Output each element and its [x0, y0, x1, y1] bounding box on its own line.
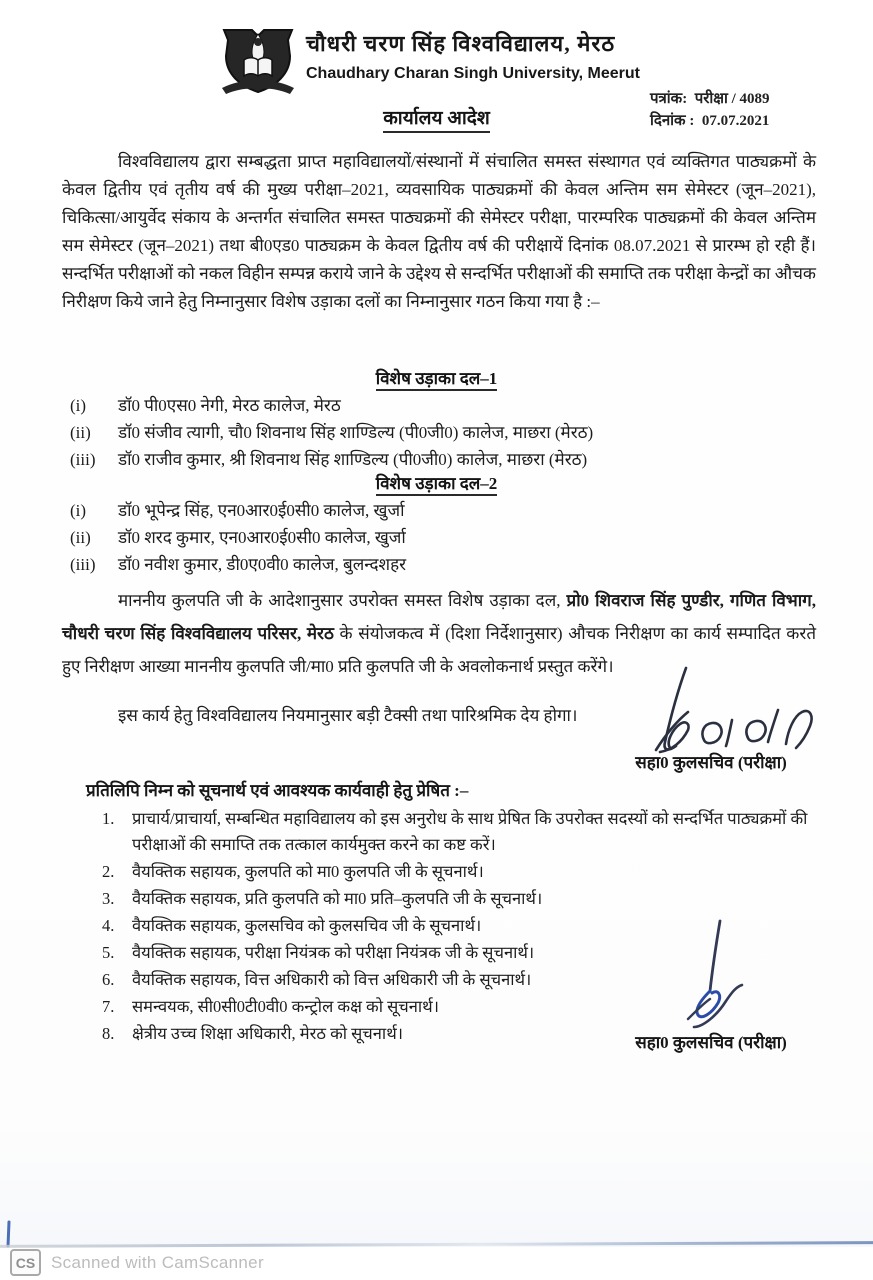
signatory-designation-2: सहा0 कुलसचिव (परीक्षा) — [635, 1033, 787, 1052]
letter-number-label: पत्रांक: — [650, 91, 688, 107]
university-crest-logo — [218, 26, 298, 100]
list-item-number: 6. — [102, 970, 115, 989]
scan-pen-mark — [4, 1220, 14, 1248]
camscanner-footer — [10, 1249, 264, 1276]
team2-heading: विशेष उड़ाका दल–2 — [0, 471, 873, 494]
list-item-text: समन्वयक, सी0सी0टी0वी0 कन्ट्रोल कक्ष को सूचनार्थ। — [132, 997, 439, 1016]
list-item-number: (ii) — [70, 423, 91, 442]
list-item-number: 4. — [102, 916, 115, 935]
signatory-designation-1: सहा0 कुलसचिव (परीक्षा) — [635, 753, 787, 772]
list-item-text: वैयक्तिक सहायक, प्रति कुलपति को मा0 प्रति–कुलपति जी के सूचनार्थ। — [132, 889, 543, 908]
handwritten-signature-2 — [672, 915, 772, 1033]
remuneration-paragraph: इस कार्य हेतु विश्वविद्यालय नियमानुसार बड़ी टैक्सी तथा पारिश्रमिक देय होगा। — [118, 706, 578, 725]
camscanner-watermark-text: Scanned with CamScanner — [51, 1252, 264, 1272]
list-item-text: डॉ0 राजीव कुमार, श्री शिवनाथ सिंह शाण्डिल्य (पी0जी0) कालेज, माछरा (मेरठ) — [118, 450, 588, 469]
list-item — [102, 859, 818, 885]
copy-section-heading: प्रतिलिपि निम्न को सूचनार्थ एवं आवश्यक कार्यवाही हेतु प्रेषित :– — [86, 781, 469, 800]
list-item-number: (i) — [70, 396, 87, 415]
list-item-number: 7. — [102, 997, 115, 1016]
team1-heading: विशेष उड़ाका दल–1 — [0, 366, 873, 389]
list-item-text: वैयक्तिक सहायक, कुलपति को मा0 कुलपति जी के सूचनार्थ। — [132, 862, 484, 881]
list-item — [70, 446, 810, 473]
camscanner-icon: CS — [10, 1249, 41, 1276]
list-item-number: 5. — [102, 943, 115, 962]
date-value: 07.07.2021 — [701, 113, 770, 129]
university-name-hindi: चौधरी चरण सिंह विश्वविद्यालय, मेरठ — [306, 31, 616, 56]
list-item-number: 2. — [102, 862, 115, 881]
list-item-number: 3. — [102, 889, 115, 908]
list-item-text: डॉ0 भूपेन्द्र सिंह, एन0आर0ई0सी0 कालेज, खुर्जा — [118, 501, 405, 520]
paragraph-text: के संयोजकत्व में (दिशा निर्देशानुसार) औचक निरीक्षण का कार्य सम्पादित करते हुए निरीक्षण आख्या माननीय कुलपति जी/मा0 प्रति कुलपति जी के अवलोकनार्थ प्रस्तुत करेंगे। — [62, 624, 817, 676]
list-item-text: वैयक्तिक सहायक, कुलसचिव को कुलसचिव जी के सूचनार्थ। — [132, 916, 482, 935]
header — [306, 28, 786, 83]
list-item — [70, 551, 810, 578]
list-item — [70, 497, 810, 524]
list-item-number: (ii) — [70, 528, 91, 547]
list-item-number: 1. — [102, 809, 115, 828]
date-label: दिनांक : — [650, 113, 695, 129]
list-item — [102, 886, 818, 912]
list-item-number: 8. — [102, 1024, 115, 1043]
document-title: कार्यालय आदेश — [0, 104, 873, 130]
list-item-text: प्राचार्य/प्राचार्या, सम्बन्धित महाविद्यालय को इस अनुरोध के साथ प्रेषित कि उपरोक्त सदस्यों को सन्दर्भित पाठ्यक्रमों की परीक्षाओं की समाप्ति तक तत्काल कार्यमुक्त करने का कष्ट करें। — [132, 809, 808, 854]
list-item-text: वैयक्तिक सहायक, परीक्षा नियंत्रक को परीक्षा नियंत्रक जी के सूचनार्थ। — [132, 943, 535, 962]
list-item — [70, 524, 810, 551]
convenor-name-bold: प्रो0 शिवराज सिंह पुण्डीर, गणित विभाग, चौधरी चरण सिंह विश्वविद्यालय परिसर, मेरठ — [62, 591, 816, 643]
university-name-english: Chaudhary Charan Singh University, Meerut — [306, 65, 640, 82]
team2-member-list — [70, 497, 810, 578]
list-item-text: क्षेत्रीय उच्च शिक्षा अधिकारी, मेरठ को सूचनार्थ। — [132, 1024, 403, 1043]
opening-paragraph: विश्वविद्यालय द्वारा सम्बद्धता प्राप्त महाविद्यालयों/संस्थानों में संचालित समस्त संस्थागत एवं व्यक्तिगत पाठ्यक्रमों के केवल द्वितीय एवं तृतीय वर्ष की मुख्य परीक्षा–2021, व्यवसायिक पाठ्यक्रमों की केवल अन्तिम सम सेमेस्टर (जून–2021), चिकित्सा/आयुर्वेद संकाय के अन्तर्गत संचालित समस्त पाठ्यक्रमों की सेमेस्टर परीक्षा, पारम्परिक पाठ्यक्रमों की केवल अन्तिम सम सेमेस्टर (जून–2021) तथा बी0एड0 पाठ्यक्रम के केवल द्वितीय वर्ष की परीक्षायें दिनांक 08.07.2021 से प्रारम्भ हो रही हैं। सन्दर्भित परीक्षाओं को नकल विहीन सम्पन्न कराये जाने के उद्देश्य से सन्दर्भित परीक्षाओं की समाप्ति तक परीक्षा केन्द्रों का औचक निरीक्षण किये जाने हेतु निम्नानुसार विशेष उड़ाका दलों का निम्नानुसार गठन किया गया है :– — [62, 152, 816, 311]
list-item-text: डॉ0 पी0एस0 नेगी, मेरठ कालेज, मेरठ — [118, 396, 341, 415]
list-item-number: (i) — [70, 501, 87, 520]
list-item-text: डॉ0 संजीव त्यागी, चौ0 शिवनाथ सिंह शाण्डिल्य (पी0जी0) कालेज, माछरा (मेरठ) — [118, 423, 594, 442]
list-item — [70, 419, 810, 446]
list-item-text: डॉ0 नवीश कुमार, डी0ए0वी0 कालेज, बुलन्दशहर — [118, 555, 407, 574]
list-item — [70, 392, 810, 419]
list-item-text: डॉ0 शरद कुमार, एन0आर0ई0सी0 कालेज, खुर्जा — [118, 528, 406, 547]
letter-number-value: परीक्षा / 4089 — [694, 91, 770, 107]
handwritten-signature-1 — [652, 662, 830, 762]
list-item-number: (iii) — [70, 450, 96, 469]
team1-member-list — [70, 392, 810, 473]
list-item-text: वैयक्तिक सहायक, वित्त अधिकारी को वित्त अधिकारी जी के सूचनार्थ। — [132, 970, 532, 989]
paragraph-text: माननीय कुलपति जी के आदेशानुसार उपरोक्त समस्त विशेष उड़ाका दल, — [118, 591, 567, 610]
list-item-number: (iii) — [70, 555, 96, 574]
list-item — [102, 806, 818, 858]
